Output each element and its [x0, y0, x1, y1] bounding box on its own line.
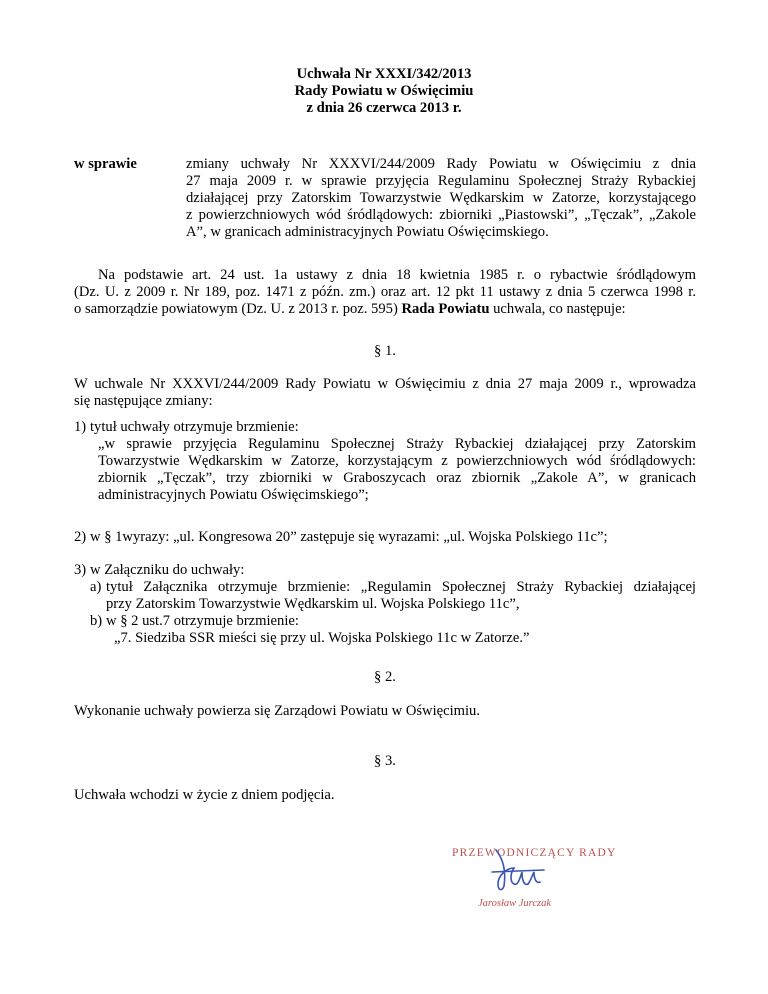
subject-line: A”, w granicach administracyjnych Powiatu Oświęcimskiego.: [186, 224, 549, 240]
item-body: [90, 529, 696, 546]
basis-line: [74, 301, 696, 318]
basis-line: (Dz. U. z 2009 r. Nr 189, poz. 1471 z późn. zm.) oraz art. 12 pkt 11 ustawy z dnia 5 czerwca 1998 r.: [74, 284, 696, 300]
section-2-line: Wykonanie uchwały powierza się Zarządowi Powiatu w Oświęcimiu.: [74, 703, 481, 719]
item-number: 3): [74, 562, 87, 578]
resolution-title: [0, 66, 768, 117]
title-line-council: Rady Powiatu w Oświęcimiu: [294, 83, 474, 99]
item-line: tytuł uchwały otrzymuje brzmienie:: [90, 419, 299, 435]
item-line: „w sprawie przyjęcia Regulaminu Społecznej Straży Rybackiej działającej przy Zatorskim: [98, 436, 696, 452]
section-3-line: Uchwała wchodzi w życie z dniem podjęcia.: [74, 787, 335, 803]
item-line: Towarzystwie Wędkarskim w Zatorze, korzystającym z powierzchniowych wód śródlądowych:: [98, 453, 696, 469]
intro-line: W uchwale Nr XXXVI/244/2009 Rady Powiatu w Oświęcimiu z dnia 27 maja 2009 r., wprowadza: [74, 376, 696, 392]
stamp-title-text: PRZEWODNICZĄCY RADY: [452, 847, 617, 859]
sub-item-line: w § 2 ust.7 otrzymuje brzmienie:: [106, 613, 299, 629]
item-line: administracyjnych Powiatu Oświęcimskiego”;: [98, 487, 369, 503]
item-body: [90, 562, 696, 647]
subject-text: [186, 156, 696, 241]
section-1-heading: § 1.: [374, 343, 396, 359]
item-line: w Załączniku do uchwały:: [90, 562, 245, 578]
section-2-text: [74, 703, 696, 720]
item-line: w § 1wyrazy: „ul. Kongresowa 20” zastępuje się wyrazami: „ul. Wojska Polskiego 11c”;: [90, 529, 608, 545]
sub-item-b: [90, 613, 696, 630]
subject-line: 27 maja 2009 r. w sprawie przyjęcia Regulaminu Społecznej Straży Rybackiej: [186, 173, 696, 189]
subject-line: zmiany uchwały Nr XXXVI/244/2009 Rady Powiatu w Oświęcimiu z dnia: [186, 156, 696, 172]
basis-council-bold: Rada Powiatu: [401, 301, 490, 317]
title-line-number: Uchwała Nr XXXI/342/2013: [296, 66, 472, 82]
section-2-heading: § 2.: [374, 669, 396, 685]
item-body: [90, 419, 696, 504]
sub-item-number: a): [90, 579, 102, 595]
intro-line: się następujące zmiany:: [74, 393, 213, 409]
chairman-stamp-signature: [452, 842, 632, 912]
section-3-heading: § 3.: [374, 753, 396, 769]
legal-basis: [74, 267, 696, 318]
item-number: 1): [74, 419, 87, 435]
subject-label: w sprawie: [74, 156, 137, 172]
subject-line: działającej przy Zatorskim Towarzystwie Wędkarskim w Zatorze, korzystającego: [186, 190, 696, 206]
title-line-date: z dnia 26 czerwca 2013 r.: [306, 100, 462, 116]
subject-line: z powierzchniowych wód śródlądowych: zbiorniki „Piastowski”, „Tęczak”, „Zakole: [186, 207, 696, 223]
stamp-graphic: [452, 842, 632, 912]
item-number: 2): [74, 529, 87, 545]
basis-line3-end: uchwala, co następuje:: [489, 301, 626, 317]
sub-item-line: „7. Siedziba SSR mieści się przy ul. Wojska Polskiego 11c w Zatorze.”: [114, 630, 530, 646]
sub-item-line: przy Zatorskim Towarzystwie Wędkarskim ul. Wojska Polskiego 11c”,: [106, 596, 520, 612]
sub-item-line: tytuł Załącznika otrzymuje brzmienie: „Regulamin Społecznej Straży Rybackiej działającej: [106, 579, 696, 595]
stamp-name-text: Jarosław Jurczak: [478, 898, 552, 909]
basis-line: Na podstawie art. 24 ust. 1a ustawy z dnia 18 kwietnia 1985 r. o rybactwie śródlądowym: [98, 267, 696, 283]
sub-item-a: [90, 579, 696, 596]
basis-line3-text: o samorządzie powiatowym (Dz. U. z 2013 r. poz. 595): [74, 301, 402, 317]
section-3-text: [74, 787, 696, 804]
item-line: zbiornik „Tęczak”, trzy zbiorniki w Graboszycach oraz zbiornik „Zakole A”, w granicach: [98, 470, 696, 486]
section-1-intro: [74, 376, 696, 410]
sub-item-number: b): [90, 613, 103, 629]
sub-item-b-cont: [90, 630, 696, 647]
sub-item-a-cont: [90, 596, 696, 613]
